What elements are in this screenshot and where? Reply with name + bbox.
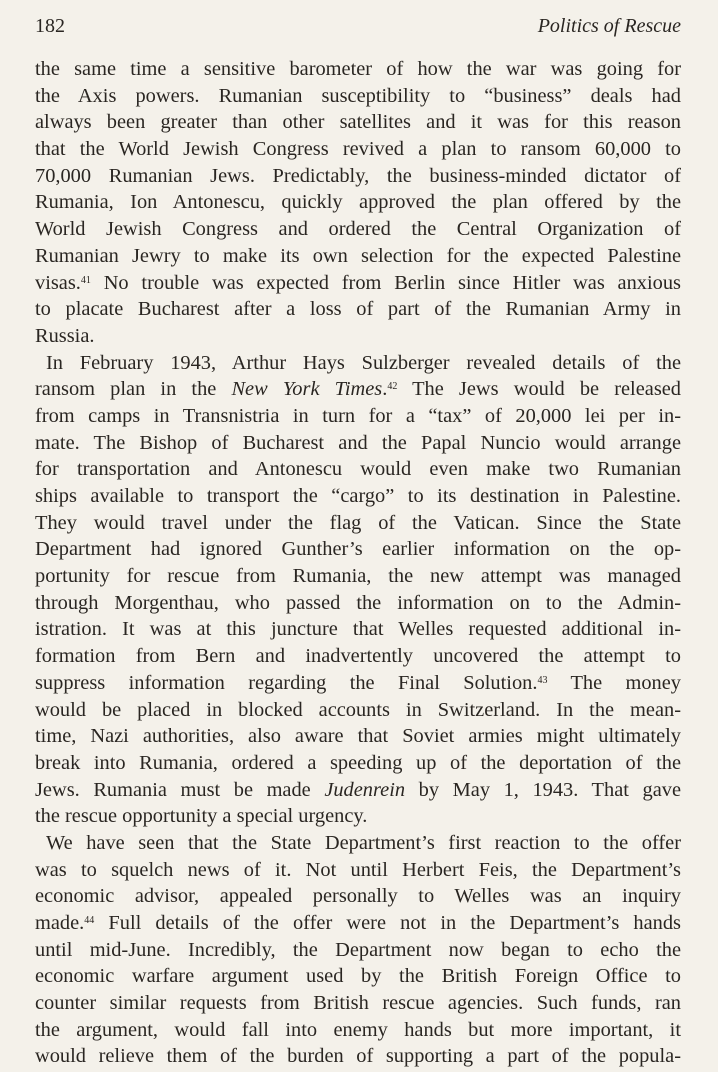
text-line [35, 109, 681, 136]
footnote-ref: 41 [80, 274, 91, 286]
text-run: istration. It was at this juncture that Welles requested additional in- [35, 618, 681, 641]
text-line [35, 296, 681, 323]
text-run: . [382, 378, 388, 401]
text-line [35, 189, 681, 216]
text-line [35, 403, 681, 430]
text-run: the Axis powers. Rumanian susceptibility to “business” deals had [35, 84, 681, 107]
text-line [35, 456, 681, 483]
text-line [35, 963, 681, 990]
page-header [35, 8, 681, 44]
text-run: always been greater than other satellites and it was for this reason [35, 111, 681, 134]
text-line [35, 136, 681, 163]
text-line [35, 803, 681, 830]
text-run: the same time a sensitive barometer of how the war was going for [35, 58, 681, 80]
text-run: portunity for rescue from Rumania, the new attempt was managed [35, 565, 681, 588]
text-line [35, 670, 681, 697]
text-line [35, 643, 681, 670]
text-line [35, 163, 681, 190]
text-run: would relieve them of the burden of supporting a part of the popula- [35, 1045, 681, 1068]
text-run: break into Rumania, ordered a speeding up of the deportation of the [35, 751, 681, 774]
text-run: formation from Bern and inadvertently uncovered the attempt to [35, 645, 681, 668]
text-run: that the World Jewish Congress revived a plan to ransom 60,000 to [35, 138, 681, 161]
text-line [35, 1043, 681, 1070]
footnote-ref: 42 [387, 381, 398, 393]
text-run: We have seen that the State Department’s first reaction to the offer [46, 831, 681, 854]
text-run: to placate Bucharest after a loss of part of the Rumanian Army in [35, 298, 681, 321]
text-line [35, 883, 681, 910]
body-text [35, 56, 681, 1070]
italic-text: New York Times [231, 378, 383, 401]
text-run: suppress information regarding the Final Solution. [35, 671, 538, 694]
page-number: 182 [35, 15, 65, 37]
text-run: In February 1943, Arthur Hays Sulzberger revealed details of the [46, 351, 681, 374]
text-run: by May 1, 1943. That gave [405, 778, 681, 801]
text-run: Jews. Rumania must be made [35, 778, 325, 801]
text-line [35, 430, 681, 457]
text-run: from camps in Transnistria in turn for a “tax” of 20,000 lei per in- [35, 404, 681, 427]
text-run: The Jews would be released [397, 378, 681, 401]
text-line [35, 777, 681, 804]
text-run: visas. [35, 271, 81, 294]
text-run: No trouble was expected from Berlin since Hitler was anxious [90, 271, 681, 294]
text-line [35, 536, 681, 563]
footnote-ref: 43 [537, 674, 548, 686]
text-line [35, 616, 681, 643]
text-run: economic warfare argument used by the British Foreign Office to [35, 965, 681, 988]
text-run: Full details of the offer were not in the Department’s hands [94, 912, 681, 934]
text-line [35, 750, 681, 777]
text-line [35, 216, 681, 243]
text-run: the rescue opportunity a special urgency. [35, 805, 368, 828]
text-line [35, 323, 681, 350]
text-line [35, 590, 681, 617]
footnote-ref: 44 [84, 915, 95, 926]
text-line [35, 697, 681, 724]
text-line [35, 243, 681, 270]
text-run: counter similar requests from British rescue agencies. Such funds, ran [35, 992, 681, 1015]
italic-text: Judenrein [324, 778, 406, 801]
text-run: Department had ignored Gunther’s earlier information on the op- [35, 538, 681, 561]
running-head-title: Politics of Rescue [537, 15, 681, 37]
text-line [35, 857, 681, 884]
text-run: 70,000 Rumanian Jews. Predictably, the business-minded dictator of [35, 164, 681, 187]
text-run: ships available to transport the “cargo” to its destination in Palestine. [35, 485, 681, 507]
text-run: Russia. [35, 324, 95, 347]
text-line [35, 1017, 681, 1044]
text-run: They would travel under the flag of the Vatican. Since the State [35, 511, 681, 534]
text-run: economic advisor, appealed personally to Welles was an inquiry [35, 885, 681, 908]
text-line [35, 830, 681, 857]
text-line [35, 910, 681, 937]
text-run: The money [547, 671, 681, 694]
text-line [35, 510, 681, 537]
text-run: the argument, would fall into enemy hands but more important, it [35, 1018, 681, 1041]
text-line [35, 563, 681, 590]
text-run: until mid-June. Incredibly, the Department now began to echo the [35, 938, 681, 961]
text-line [35, 270, 681, 297]
text-run: would be placed in blocked accounts in Switzerland. In the mean- [35, 698, 681, 721]
text-line [35, 350, 681, 377]
text-run: was to squelch news of it. Not until Herbert Feis, the Department’s [35, 858, 681, 881]
text-run: through Morgenthau, who passed the information on to the Admin- [35, 591, 681, 614]
text-line [35, 990, 681, 1017]
text-run: mate. The Bishop of Bucharest and the Papal Nuncio would arrange [35, 431, 681, 454]
text-line [35, 483, 681, 510]
text-run: time, Nazi authorities, also aware that Soviet armies might ultimately [35, 725, 681, 748]
book-page [35, 8, 681, 1070]
text-run: Rumania, Ion Antonescu, quickly approved the plan offered by the [35, 191, 681, 214]
text-line [35, 937, 681, 964]
text-run: World Jewish Congress and ordered the Central Organization of [35, 218, 681, 241]
text-line [35, 376, 681, 403]
text-line [35, 56, 681, 83]
text-run: made. [35, 912, 85, 934]
text-line [35, 83, 681, 110]
text-run: Rumanian Jewry to make its own selection for the expected Palestine [35, 244, 681, 267]
text-run: for transportation and Antonescu would even make two Rumanian [35, 458, 681, 481]
text-line [35, 723, 681, 750]
text-run: ransom plan in the [35, 378, 232, 401]
